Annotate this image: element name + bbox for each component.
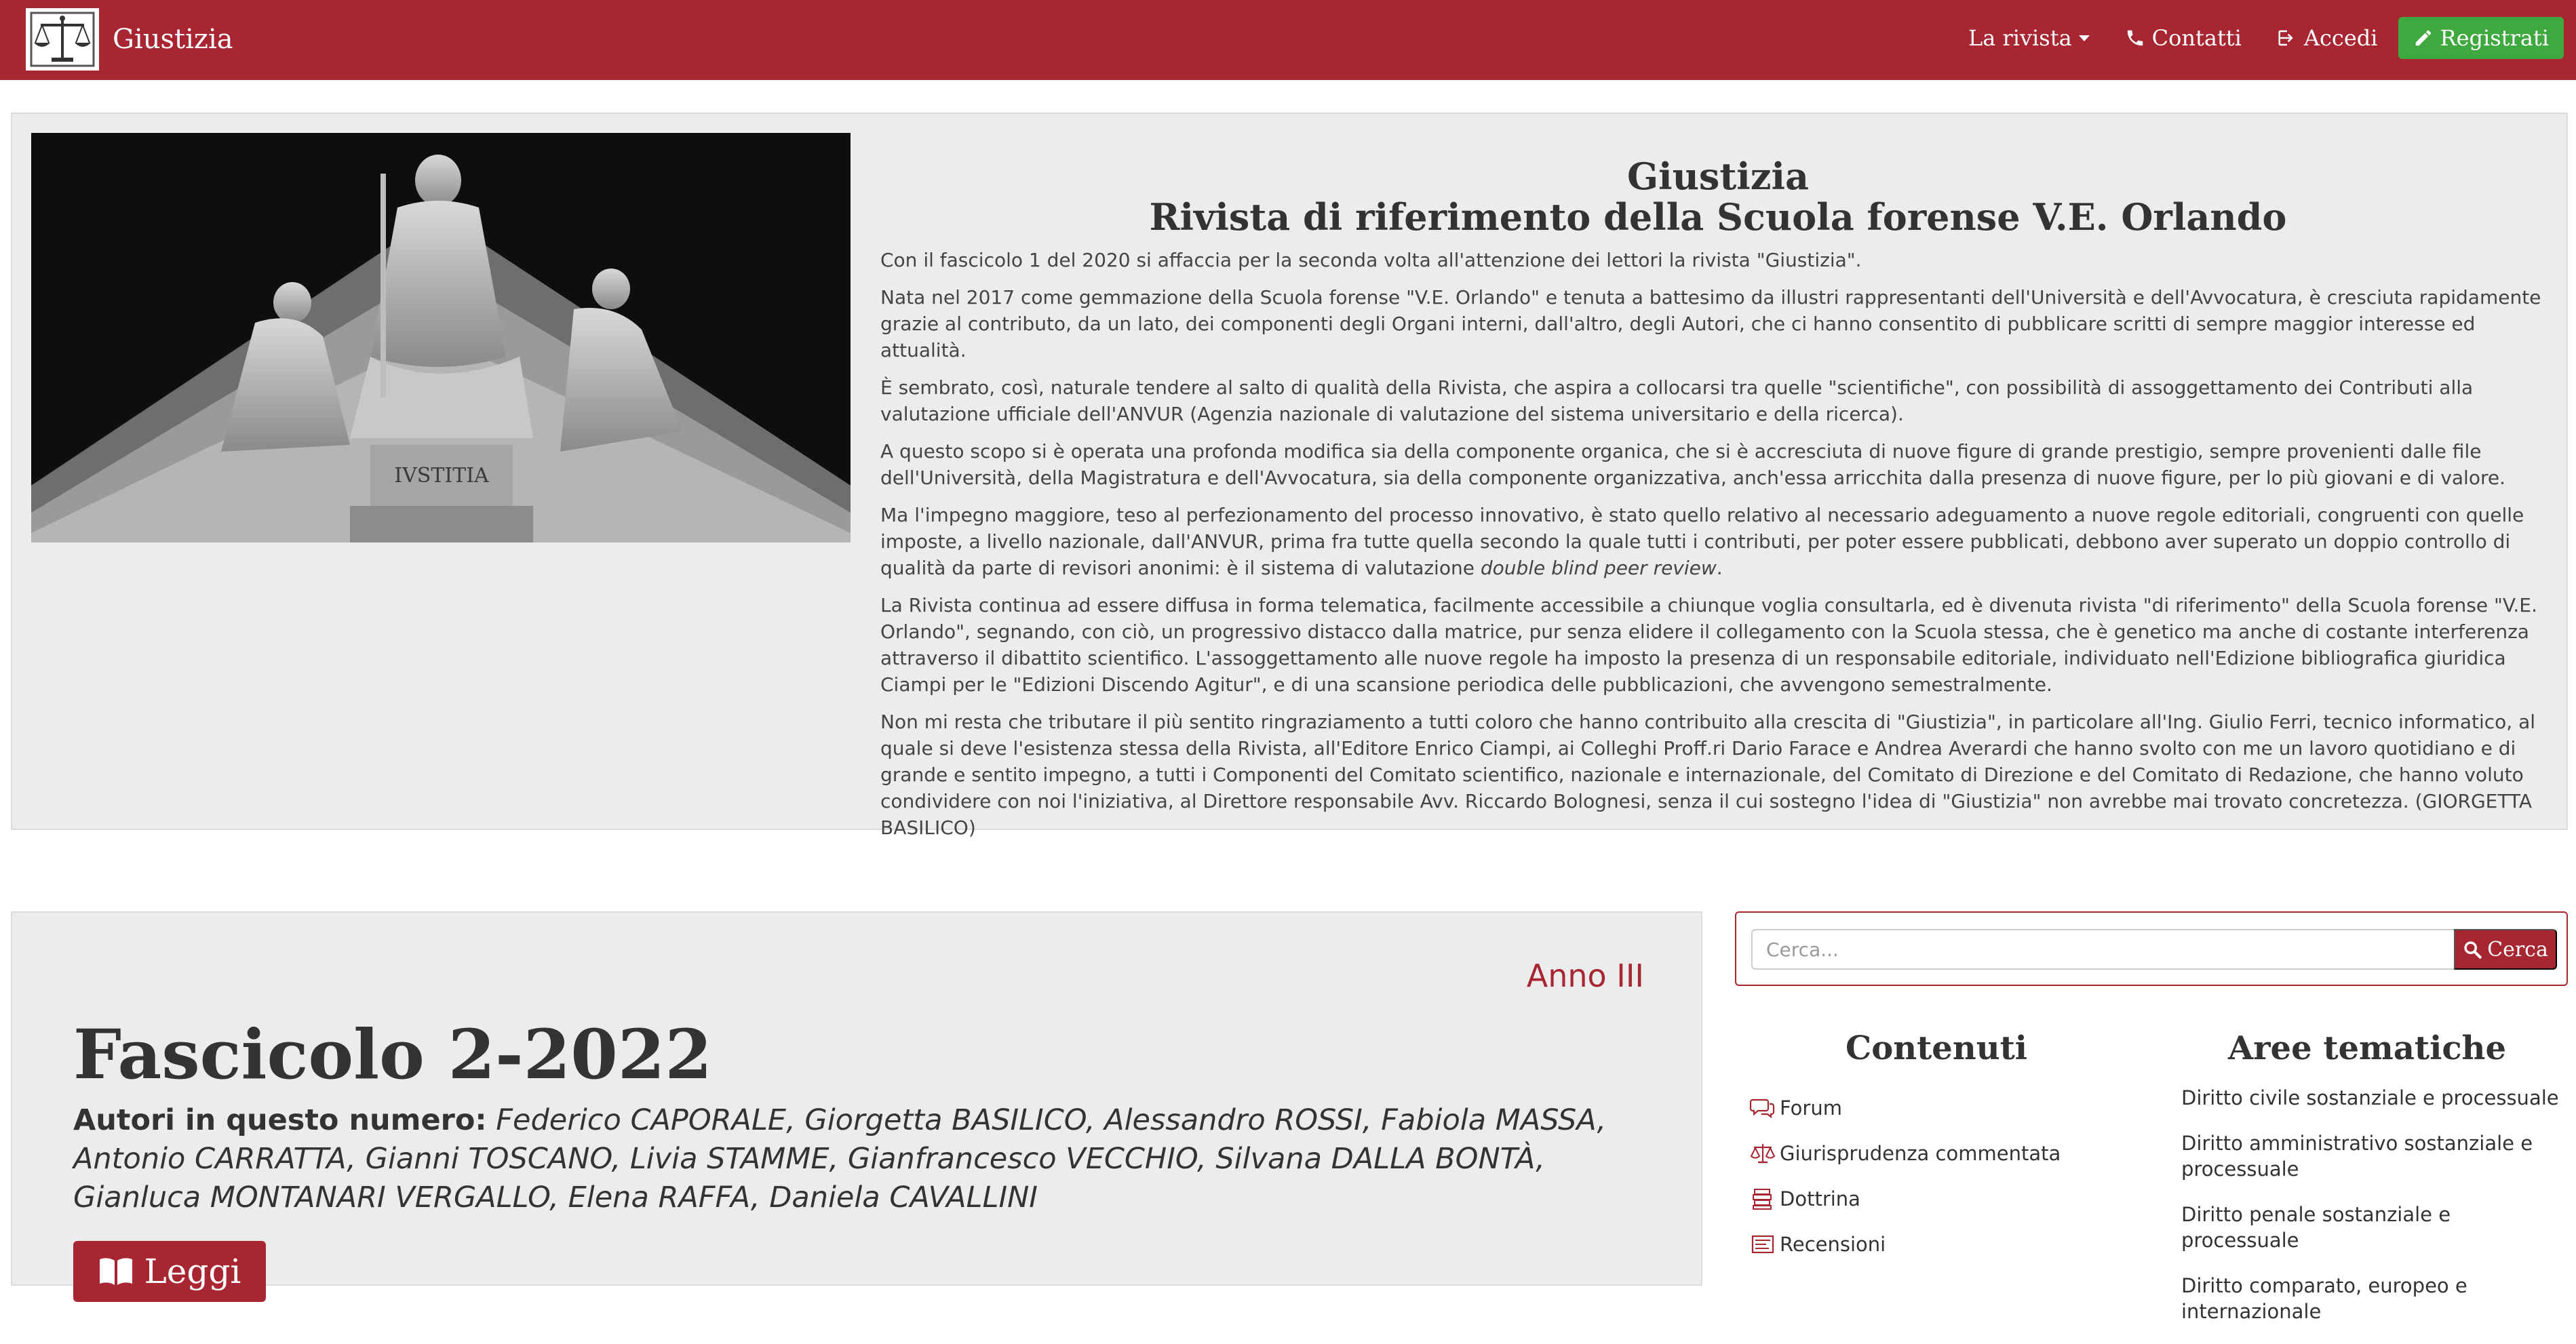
statue-inscription: IVSTITIA [394, 464, 489, 488]
nav-la-rivista-dropdown[interactable] [1968, 25, 2090, 51]
read-issue-button[interactable] [73, 1241, 266, 1302]
search-button[interactable] [2454, 929, 2557, 970]
pencil-icon [2413, 28, 2434, 48]
login-icon [2277, 28, 2297, 48]
hero-paragraph-text: Ma l'impegno maggiore, teso al perfezionamento del processo innovativo, è stato quello relativo al necessario adeguamento a nuove regole editoriali, congruenti con quelle imposte, a livello nazionale, dall'ANVUR, prima fra tutte quella secondo la quale tutti i contributi, per poter essere pubblicati, debbono aver superato un doppio controllo di qualità da parte di revisori anonimi: è il sistema di valutazione [880, 504, 2524, 579]
hero-title-line1: Giustizia [1627, 155, 1809, 198]
hero-title-line2: Rivista di riferimento della Scuola forense V.E. Orlando [1149, 195, 2287, 239]
scales-icon [1750, 1141, 1776, 1166]
read-issue-label: Leggi [144, 1252, 241, 1291]
contenuti-item-forum[interactable] [1750, 1085, 2130, 1130]
hero-panel [11, 113, 2568, 839]
brand-link[interactable] [26, 8, 233, 71]
hero-title [880, 156, 2556, 237]
authors-names: Federico CAPORALE, Giorgetta BASILICO, Alessandro ROSSI, Fabiola MASSA, Antonio CARRATTA, Gianni TOSCANO, Livia STAMME, Gianfrancesco VECCHIO, Silvana DALLA BONTÀ, Gianluca MONTANARI VERGALLO, Elena RAFFA, Daniela CAVALLINI [73, 1103, 1607, 1214]
hero-text [880, 156, 2556, 841]
aree-tematiche-list [2181, 1085, 2568, 1344]
chat-bubbles-icon [1750, 1096, 1776, 1120]
open-book-icon [98, 1256, 134, 1287]
nav-contatti-label: Contatti [2151, 25, 2242, 51]
nav-contatti-link[interactable] [2125, 25, 2242, 51]
hero-paragraph: È sembrato, così, naturale tendere al salto di qualità della Rivista, che aspira a collocarsi tra quelle "scientifiche", con possibilità di assoggettamento dei Contributi alla valutazione ufficiale dell'ANVUR (Agenzia nazionale di valutazione del sistema universitario e della ricerca). [880, 376, 2474, 425]
contenuti-item-recensioni[interactable] [1750, 1221, 2130, 1267]
aree-tematiche-heading: Aree tematiche [2228, 1029, 2506, 1067]
issue-year-label: Anno III [1526, 957, 1644, 994]
contenuti-item-giurisprudenza[interactable] [1750, 1130, 2130, 1176]
hero-paragraph-emphasis: double blind peer review [1480, 557, 1717, 579]
aree-item-amministrativo[interactable]: Diritto amministrativo sostanziale e processuale [2181, 1132, 2533, 1181]
main-nav [1933, 18, 2564, 58]
hero-paragraph-end: . [1716, 557, 1723, 579]
aree-item-penale[interactable]: Diritto penale sostanziale e processuale [2181, 1203, 2451, 1252]
hero-paragraph: Non mi resta che tributare il più sentito ringraziamento a tutti coloro che hanno contribuito alla crescita di "Giustizia", in particolare all'Ing. Giulio Ferri, tecnico informatico, al quale si deve l'esistenza stessa della Rivista, all'Editore Enrico Ciampi, ai Colleghi Proff.ri Dario Farace e Andrea Averardi che hanno svolto con me un lavoro quotidiano e di grande e sentito impegno, a tutti i Componenti del Comitato scientifico, nazionale e internazionale, del Comitato di Direzione e del Comitato di Redazione, che hanno voluto condividere con noi l'iniziativa, al Direttore responsabile Avv. Riccardo Bolognesi, senza il cui sostegno l'idea di "Giustizia" non avrebbe mai trovato concretezza. (GIORGETTA BASILICO) [880, 711, 2536, 839]
aree-item-civile[interactable]: Diritto civile sostanziale e processuale [2181, 1086, 2559, 1109]
register-button[interactable] [2398, 17, 2564, 59]
hero-paragraph: Nata nel 2017 come gemmazione della Scuola forense "V.E. Orlando" e tenuta a battesimo da illustri rappresentanti dell'Università e dell'Avvocatura, è cresciuta rapidamente grazie al contributo, da un lato, dei componenti degli Organi interni, dall'altro, degli Autori, che ci hanno consentito di pubblicare scritti di sempre maggior interesse ed attualità. [880, 286, 2541, 361]
top-navbar [0, 0, 2576, 80]
search-panel [1735, 911, 2568, 986]
review-card-icon [1750, 1232, 1776, 1257]
register-label: Registrati [2440, 25, 2549, 51]
contenuti-item-label: Forum [1780, 1096, 1842, 1120]
contenuti-list [1750, 1085, 2130, 1267]
contenuti-heading: Contenuti [1845, 1029, 2028, 1067]
brand-name: Giustizia [113, 24, 233, 55]
scales-logo-icon [26, 8, 99, 71]
search-button-label: Cerca [2487, 937, 2548, 962]
books-icon [1750, 1187, 1776, 1211]
phone-icon [2125, 28, 2145, 48]
issue-title: Fascicolo 2-2022 [73, 1014, 712, 1094]
nav-accedi-label: Accedi [2303, 25, 2378, 51]
contenuti-item-label: Dottrina [1780, 1187, 1860, 1210]
current-issue-panel [11, 911, 1702, 1291]
caret-down-icon [2079, 35, 2090, 41]
contenuti-item-label: Giurisprudenza commentata [1780, 1141, 2061, 1165]
justice-statue-image [31, 133, 851, 542]
hero-paragraph: La Rivista continua ad essere diffusa in forma telematica, facilmente accessibile a chiunque voglia consultarla, ed è divenuta rivista "di riferimento" della Scuola forense "V.E. Orlando", segnando, con ciò, un progressivo distacco dalla matrice, pur senza elidere il collegamento con la Scuola stessa, che è genetico ma anche di costante interferenza attraverso il dibattito scientifico. L'assoggettamento alle nuove regole ha imposto la presenza di un responsabile editoriale, individuato nell'Edizione bibliografica giuridica Ciampi per le "Edizioni Discendo Agitur", e di una scansione periodica delle pubblicazioni, che avvengono semestralmente. [880, 594, 2537, 696]
hero-paragraph: Con il fascicolo 1 del 2020 si affaccia per la seconda volta all'attenzione dei lettori la rivista "Giustizia". [880, 249, 1862, 271]
hero-paragraph [880, 502, 2556, 581]
issue-authors [73, 1101, 1674, 1217]
contenuti-item-dottrina[interactable] [1750, 1176, 2130, 1221]
search-icon [2463, 940, 2482, 959]
nav-accedi-link[interactable] [2277, 25, 2378, 51]
contenuti-item-label: Recensioni [1780, 1232, 1886, 1256]
search-input[interactable] [1751, 929, 2454, 970]
authors-label: Autori in questo numero: [73, 1103, 487, 1137]
hero-paragraph: A questo scopo si è operata una profonda modifica sia della componente organica, che si è accresciuta di nuove figure di grande prestigio, sempre provenienti dalle file dell'Università, della Magistratura e dell'Avvocatura, sia della componente organizzativa, anch'essa arricchita dalla presenza di nuove figure, per lo più giovani e di valore. [880, 440, 2505, 489]
nav-la-rivista-label: La rivista [1968, 25, 2072, 51]
aree-item-comparato[interactable]: Diritto comparato, europeo e internazionale [2181, 1274, 2467, 1323]
